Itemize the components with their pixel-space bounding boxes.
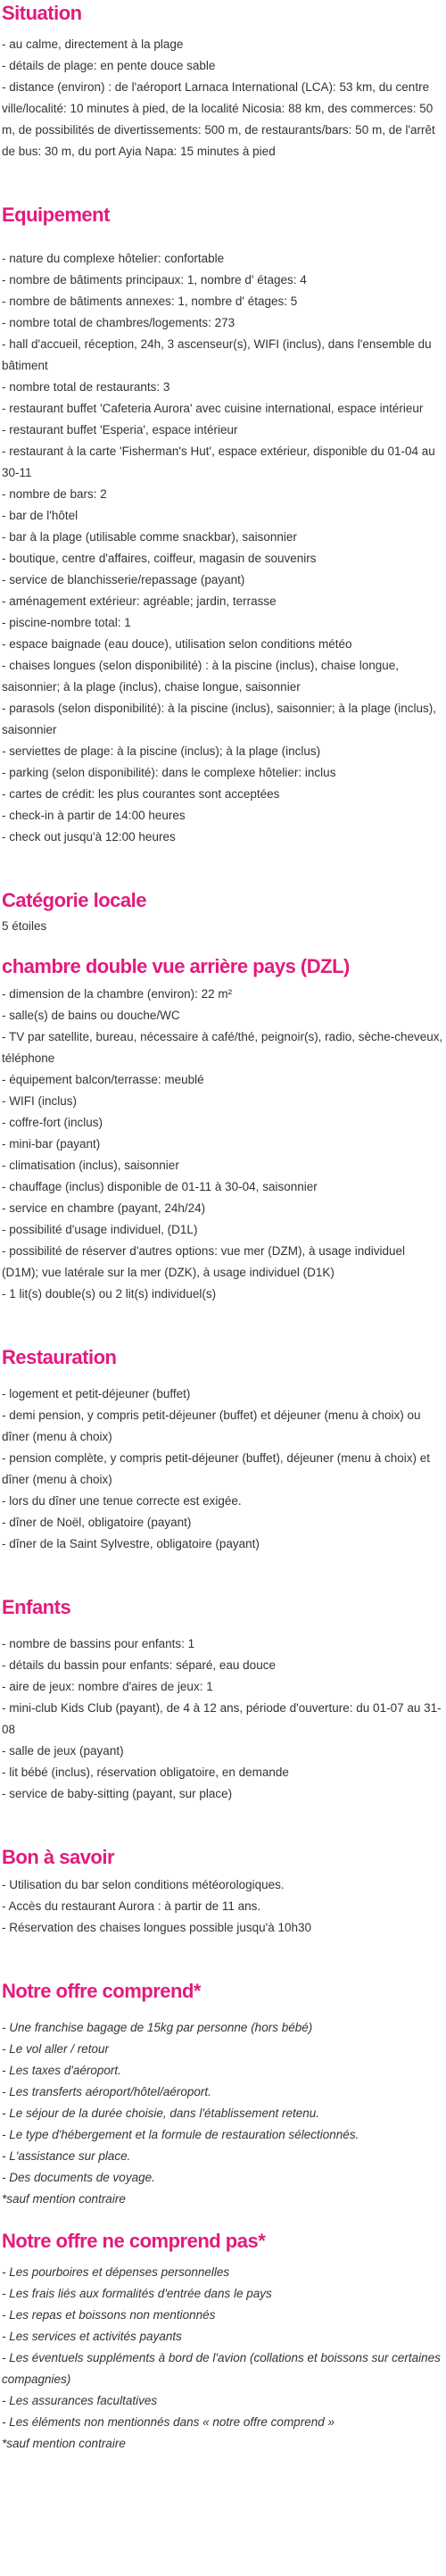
section-title-offre-ne-comprend-pas: Notre offre ne comprend pas*	[2, 2230, 266, 2252]
list-item: - au calme, directement à la plage	[2, 37, 184, 51]
list-item: - espace baignade (eau douce), utilisation selon conditions météo	[2, 637, 352, 651]
chambre-list	[0, 980, 446, 1305]
list-item: - check out jusqu'à 12:00 heures	[2, 830, 176, 843]
list-item: - Les transferts aéroport/hôtel/aéroport.	[2, 2085, 211, 2098]
list-item: 5 étoiles	[2, 919, 47, 933]
list-item: - chauffage (inclus) disponible de 01-11 à 30-04, saisonnier	[2, 1180, 318, 1193]
list-item: - possibilité d'usage individuel, (D1L)	[2, 1223, 198, 1236]
section-equipement	[0, 162, 446, 848]
list-item: - Le séjour de la durée choisie, dans l'établissement retenu.	[2, 2107, 320, 2120]
list-item: - distance (environ) : de l'aéroport Larnaca International (LCA): 53 km, du centre ville/localité: 10 minutes à pied, de la localité Nicosia: 88 km, des commerces: 50 m, de possibilités de divertissements: 500 m, de restaurants/bars: 50 m, de l'arrêt de bus: 30 m, du port Ayia Napa: 15 minutes à pied	[2, 80, 435, 158]
enfants-list	[0, 1621, 446, 1805]
list-item: - nombre de bars: 2	[2, 487, 107, 501]
list-item: - nombre total de chambres/logements: 273	[2, 316, 235, 329]
list-item: - nature du complexe hôtelier: confortable	[2, 252, 225, 265]
list-item: - Les taxes d'aéroport.	[2, 2064, 121, 2077]
list-item: - Une franchise bagage de 15kg par personne (hors bébé)	[2, 2021, 313, 2034]
list-item: - Réservation des chaises longues possible jusqu'à 10h30	[2, 1921, 312, 1934]
list-item: - salle(s) de bains ou douche/WC	[2, 1009, 180, 1022]
section-title-situation: Situation	[2, 2, 82, 24]
list-item: - lit bébé (inclus), réservation obligatoire, en demande	[2, 1766, 289, 1779]
list-item: - mini-bar (payant)	[2, 1137, 101, 1151]
categorie-list	[0, 914, 446, 937]
list-item: - parasols (selon disponibilité): à la piscine (inclus), saisonnier; à la plage (inclus), saisonnier	[2, 702, 436, 736]
list-item: - Les pourboires et dépenses personnelles	[2, 2265, 230, 2279]
list-item: - service de baby-sitting (payant, sur place)	[2, 1787, 233, 1800]
list-item: - mini-club Kids Club (payant), de 4 à 12 ans, période d'ouverture: du 01-07 au 31-08	[2, 1701, 442, 1736]
section-title-chambre: chambre double vue arrière pays (DZL)	[2, 955, 350, 977]
list-item: - service en chambre (payant, 24h/24)	[2, 1201, 206, 1215]
list-item: - Le vol aller / retour	[2, 2042, 110, 2056]
section-title-categorie: Catégorie locale	[2, 889, 146, 911]
list-item: - nombre de bâtiments annexes: 1, nombre d' étages: 5	[2, 295, 298, 308]
list-item: - lors du dîner une tenue correcte est exigée.	[2, 1494, 242, 1508]
section-title-offre-comprend: Notre offre comprend*	[2, 1980, 201, 2002]
restauration-list	[0, 1371, 446, 1555]
section-chambre	[0, 937, 446, 1305]
list-item: - boutique, centre d'affaires, coiffeur, magasin de souvenirs	[2, 552, 317, 565]
list-item: - aire de jeux: nombre d'aires de jeux: 1	[2, 1680, 213, 1693]
list-item: - Les éléments non mentionnés dans « notre offre comprend »	[2, 2415, 334, 2429]
list-item: - Les services et activités payants	[2, 2330, 182, 2343]
list-item: - dimension de la chambre (environ): 22 m²	[2, 987, 233, 1001]
list-item: - nombre de bâtiments principaux: 1, nombre d' étages: 4	[2, 273, 307, 287]
list-item: - aménagement extérieur: agréable; jardin, terrasse	[2, 594, 277, 608]
section-title-restauration: Restauration	[2, 1346, 117, 1368]
list-item: - TV par satellite, bureau, nécessaire à café/thé, peignoir(s), radio, sèche-cheveux, téléphone	[2, 1030, 443, 1065]
section-enfants	[0, 1555, 446, 1805]
bon-a-savoir-list	[0, 1871, 446, 1939]
list-item: - Accès du restaurant Aurora : à partir de 11 ans.	[2, 1899, 261, 1913]
list-item: - cartes de crédit: les plus courantes sont acceptées	[2, 787, 280, 801]
list-item: - coffre-fort (inclus)	[2, 1116, 103, 1129]
list-item: - WIFI (inclus)	[2, 1094, 77, 1108]
list-item: - équipement balcon/terrasse: meublé	[2, 1073, 204, 1086]
list-item: - restaurant à la carte 'Fisherman's Hut', espace extérieur, disponible du 01-04 au 30-11	[2, 445, 435, 479]
list-item: - check-in à partir de 14:00 heures	[2, 809, 186, 822]
list-item: - Les éventuels suppléments à bord de l'avion (collations et boissons sur certaines compagnies)	[2, 2351, 441, 2386]
offre-ne-comprend-pas-note: *sauf mention contraire	[2, 2437, 126, 2450]
list-item: - pension complète, y compris petit-déjeuner (buffet), déjeuner (menu à choix) et dîner (menu à choix)	[2, 1451, 430, 1486]
list-item: - 1 lit(s) double(s) ou 2 lit(s) individuel(s)	[2, 1287, 217, 1300]
section-title-bon-a-savoir: Bon à savoir	[2, 1846, 115, 1868]
list-item: - Les frais liés aux formalités d'entrée dans le pays	[2, 2287, 272, 2300]
list-item: - L'assistance sur place.	[2, 2149, 131, 2163]
list-item: - dîner de Noël, obligatoire (payant)	[2, 1516, 192, 1529]
list-item: - parking (selon disponibilité): dans le complexe hôtelier: inclus	[2, 766, 336, 779]
list-item: - dîner de la Saint Sylvestre, obligatoire (payant)	[2, 1537, 260, 1550]
section-offre-comprend	[0, 1939, 446, 2210]
list-item: - serviettes de plage: à la piscine (inclus); à la plage (inclus)	[2, 744, 321, 758]
offre-comprend-note: *sauf mention contraire	[2, 2192, 126, 2206]
equipement-list	[0, 229, 446, 848]
list-item: - possibilité de réserver d'autres options: vue mer (DZM), à usage individuel (D1M); vue latérale sur la mer (DZK), à usage individuel (D1K)	[2, 1244, 406, 1279]
list-item: - détails de plage: en pente douce sable	[2, 59, 216, 72]
offre-ne-comprend-pas-list	[0, 2255, 446, 2433]
list-item: - bar à la plage (utilisable comme snackbar), saisonnier	[2, 530, 297, 544]
section-situation	[0, 0, 446, 162]
section-title-equipement: Equipement	[2, 204, 110, 226]
list-item: - chaises longues (selon disponibilité) : à la piscine (inclus), chaise longue, saisonnier; à la plage (inclus), chaise longue, saisonnier	[2, 659, 399, 694]
list-item: - service de blanchisserie/repassage (payant)	[2, 573, 245, 586]
list-item: - demi pension, y compris petit-déjeuner (buffet) et déjeuner (menu à choix) ou dîner (menu à choix)	[2, 1408, 421, 1443]
section-restauration	[0, 1305, 446, 1555]
list-item: - Les assurances facultatives	[2, 2394, 158, 2407]
offre-comprend-list	[0, 2005, 446, 2189]
list-item: - restaurant buffet 'Esperia', espace intérieur	[2, 423, 238, 436]
list-item: - Les repas et boissons non mentionnés	[2, 2308, 216, 2322]
list-item: - salle de jeux (payant)	[2, 1744, 124, 1757]
section-bon-a-savoir	[0, 1805, 446, 1939]
section-offre-ne-comprend-pas	[0, 2210, 446, 2455]
list-item: - détails du bassin pour enfants: séparé, eau douce	[2, 1658, 276, 1672]
list-item: - nombre de bassins pour enfants: 1	[2, 1637, 195, 1650]
list-item: - restaurant buffet 'Cafeteria Aurora' avec cuisine international, espace intérieur	[2, 402, 424, 415]
situation-list	[0, 27, 446, 162]
list-item: - Le type d'hébergement et la formule de restauration sélectionnés.	[2, 2128, 359, 2141]
list-item: - Utilisation du bar selon conditions météorologiques.	[2, 1878, 285, 1891]
list-item: - nombre total de restaurants: 3	[2, 380, 170, 394]
list-item: - piscine-nombre total: 1	[2, 616, 131, 629]
list-item: - logement et petit-déjeuner (buffet)	[2, 1387, 191, 1400]
list-item: - climatisation (inclus), saisonnier	[2, 1159, 179, 1172]
list-item: - bar de l'hôtel	[2, 509, 78, 522]
list-item: - Des documents de voyage.	[2, 2171, 155, 2184]
section-title-enfants: Enfants	[2, 1596, 71, 1618]
section-categorie-locale	[0, 848, 446, 937]
list-item: - hall d'accueil, réception, 24h, 3 ascenseur(s), WIFI (inclus), dans l'ensemble du bâtiment	[2, 337, 432, 372]
